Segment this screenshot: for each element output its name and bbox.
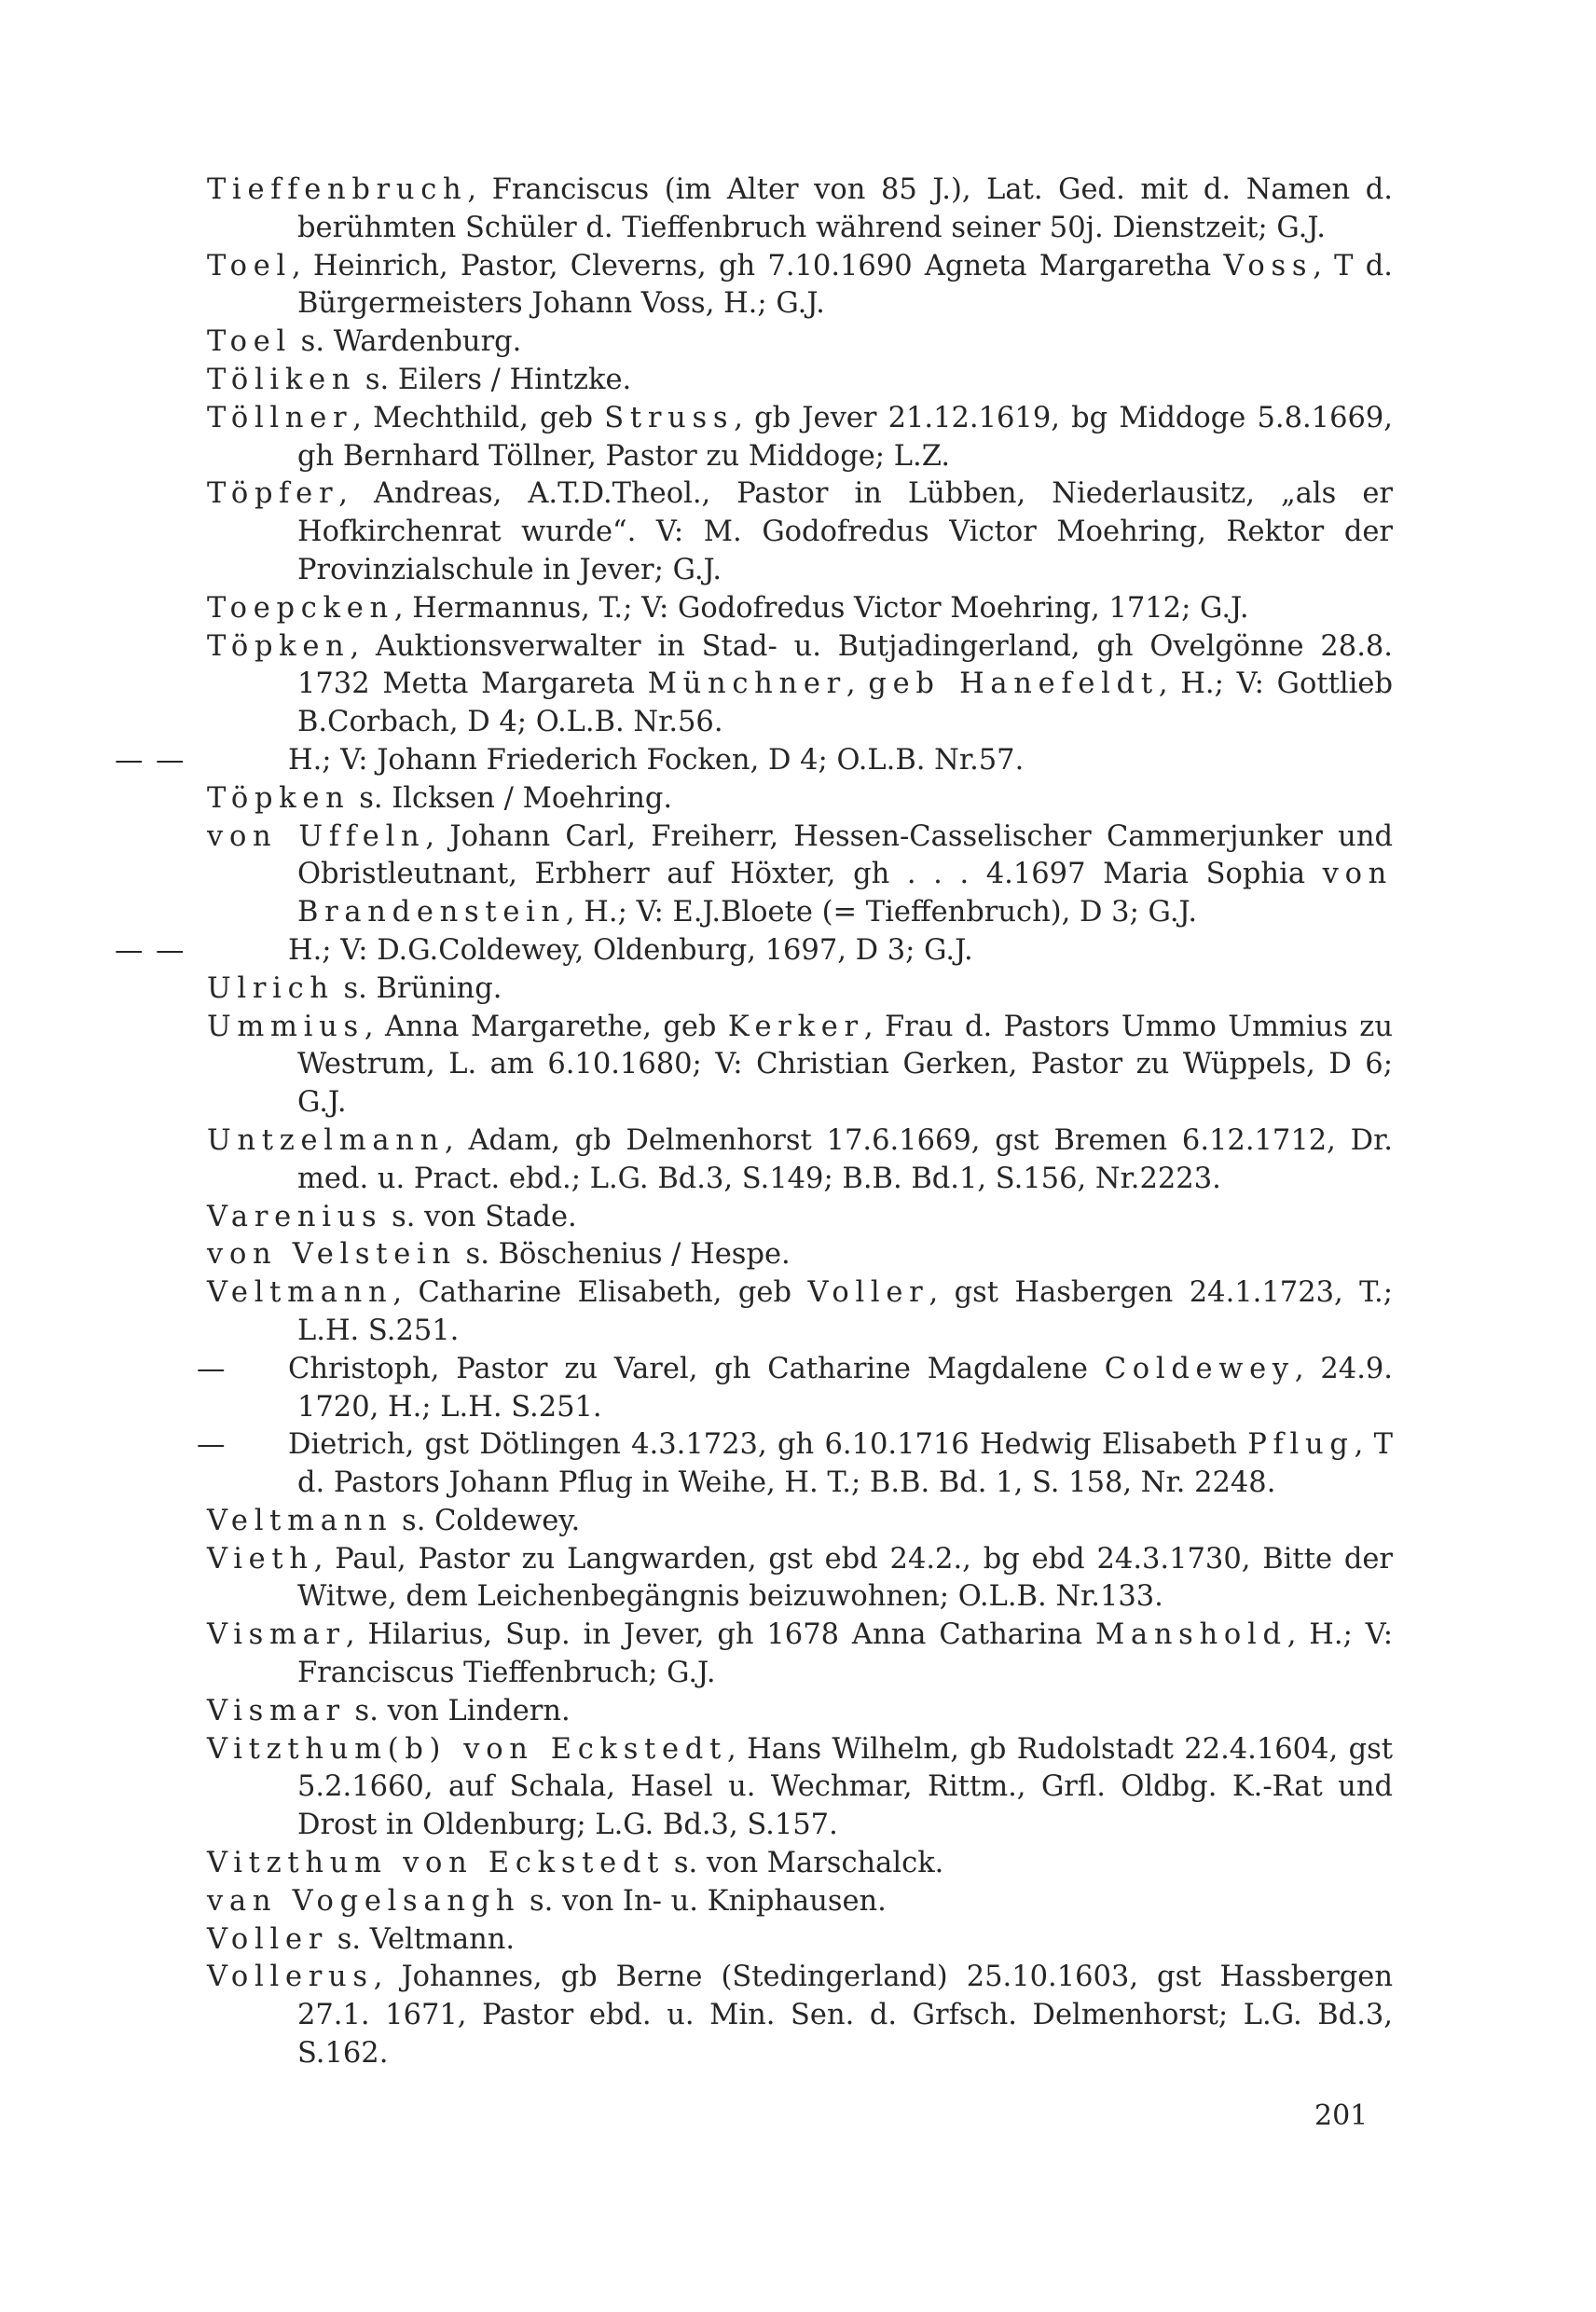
entry-surname: Töliken xyxy=(207,363,357,396)
entry-surname: Untzelmann xyxy=(207,1123,445,1157)
entry-text: , Anna Margarethe, geb xyxy=(364,1010,728,1043)
entry-surname: Tieffenbruch xyxy=(207,173,468,206)
entry-text: , H.; V: Franciscus Tieffenbruch; G.J. xyxy=(297,1618,1393,1690)
entry-surname: Töllner xyxy=(207,401,353,434)
entry-surname: Vieth xyxy=(207,1542,314,1576)
entry-text: H.; V: Johann Friederich Focken, D 4; O.L.B. Nr.57. xyxy=(288,743,1025,777)
ditto-dash: — xyxy=(115,933,144,967)
entry-text: , Paul, Pastor zu Langwarden, gst ebd 24.2., bg ebd 24.3.1730, Bitte der Witwe, dem Leichenbegängnis beizuwohnen; O.L.B. Nr.133. xyxy=(297,1542,1393,1614)
ditto-dash: — xyxy=(197,1428,226,1462)
entry-text: , Andreas, A.T.D.Theol., Pastor in Lübben, Niederlausitz, „als er Hofkirchenrat wurde“. V: M. Godofredus Victor Moehring, Rektor der Provinzialschule in Jever; G.J. xyxy=(297,477,1393,586)
entry-text: , gb Jever 21.12.1619, bg Middoge 5.8.1669, gh Bernhard Töllner, Pastor zu Middoge; L.Z. xyxy=(297,401,1393,473)
entry-surname: von Uffeln xyxy=(207,819,426,853)
entry-surname: von Velstein xyxy=(207,1238,457,1272)
entry-surname: Toel xyxy=(207,249,292,282)
entry-surname: Toepcken xyxy=(207,591,394,625)
register-entry xyxy=(207,323,1393,362)
register-subentry xyxy=(115,742,1393,780)
entry-text: , Franciscus (im Alter von 85 J.), Lat. Ged. mit d. Namen d. berühmten Schüler d. Tieffenbruch während seiner 50j. Dienstzeit; G.J. xyxy=(297,173,1393,244)
entry-text: , Auktionsverwalter in Stad- u. Butjadingerland, gh Ovelgönne 28.8. 1732 Metta Margareta xyxy=(297,629,1393,701)
register-entry xyxy=(207,1731,1393,1845)
entry-surname: Ulrich xyxy=(207,971,335,1005)
entry-text: , T d. Bürgermeisters Johann Voss, H.; G.J. xyxy=(297,249,1393,321)
register-entry xyxy=(207,590,1393,628)
spaced-name: Pflug xyxy=(1247,1428,1355,1462)
entry-text: , xyxy=(846,667,869,701)
entry-text: s. Eilers / Hintzke. xyxy=(356,363,632,396)
entry-text: , Adam, gb Delmenhorst 17.6.1669, gst Bremen 6.12.1712, Dr. med. u. Pract. ebd.; L.G. Bd.3, S.149; B.B. Bd.1, S.156, Nr.2223. xyxy=(297,1123,1393,1195)
register-entry xyxy=(207,1921,1393,1960)
spaced-name: Manshold xyxy=(1095,1618,1287,1652)
ditto-dash: — xyxy=(115,743,144,777)
ditto-dash: — xyxy=(156,743,185,777)
entry-surname: Vismar xyxy=(207,1618,346,1652)
entry-text: , 24.9. 1720, H.; L.H. S.251. xyxy=(297,1352,1393,1424)
register-entry xyxy=(207,362,1393,400)
register-entry xyxy=(207,1122,1393,1199)
entry-text: , Hermannus, T.; V: Godofredus Victor Moehring, 1712; G.J. xyxy=(393,591,1249,625)
entry-text: s. Brüning. xyxy=(334,971,502,1005)
entry-text: s. Coldewey. xyxy=(392,1504,581,1537)
spaced-name: von Brandenstein xyxy=(297,858,1393,929)
register-entries xyxy=(115,172,1394,2073)
register-entry xyxy=(207,172,1393,248)
entry-text: , T d. Pastors Johann Pflug in Weihe, H. T.; B.B. Bd. 1, S. 158, Nr. 2248. xyxy=(297,1428,1393,1500)
entry-surname: Toel xyxy=(207,325,292,359)
register-entry xyxy=(207,1693,1393,1731)
register-entry xyxy=(207,1236,1393,1274)
register-entry xyxy=(207,475,1393,589)
spaced-name: Struss xyxy=(604,401,735,434)
register-entry xyxy=(207,628,1393,742)
spaced-name: Coldewey xyxy=(1104,1352,1295,1385)
entry-text: , Hilarius, Sup. in Jever, gh 1678 Anna Catharina xyxy=(345,1618,1095,1652)
register-entry xyxy=(207,780,1393,819)
register-entry xyxy=(207,1617,1393,1693)
spaced-name: geb Hanefeldt xyxy=(868,667,1159,701)
entry-surname: Töpken xyxy=(207,781,351,815)
entry-text: H.; V: D.G.Coldewey, Oldenburg, 1697, D 3; G.J. xyxy=(288,933,973,967)
entry-text: , H.; V: E.J.Bloete (= Tieffenbruch), D 3; G.J. xyxy=(565,896,1198,929)
entry-surname: Vitzthum(b) von Eckstedt xyxy=(207,1732,727,1766)
entry-surname: Veltmann xyxy=(207,1276,393,1310)
entry-surname: Töpken xyxy=(207,629,351,663)
spaced-name: Münchner xyxy=(647,667,846,701)
register-entry xyxy=(207,1845,1393,1883)
entry-text: , Mechthild, geb xyxy=(352,401,605,434)
register-entry xyxy=(207,248,1393,324)
entry-text: Christoph, Pastor zu Varel, gh Catharine Magdalene xyxy=(288,1352,1105,1385)
page-number: 201 xyxy=(1314,2099,1369,2132)
register-entry xyxy=(207,1009,1393,1122)
entry-surname: Töpfer xyxy=(207,477,339,511)
entry-surname: Veltmann xyxy=(207,1504,393,1537)
entry-text: Dietrich, gst Dötlingen 4.3.1723, gh 6.10.1716 Hedwig Elisabeth xyxy=(288,1428,1248,1462)
entry-text: s. Veltmann. xyxy=(328,1922,516,1956)
spaced-name: Voss xyxy=(1223,249,1314,282)
entry-surname: Vitzthum von Eckstedt xyxy=(207,1847,666,1880)
entry-surname: Varenius xyxy=(207,1200,383,1233)
entry-surname: Voller xyxy=(207,1922,328,1956)
register-subentry xyxy=(197,1426,1393,1503)
entry-text: s. von Stade. xyxy=(382,1200,577,1233)
register-entry xyxy=(207,1503,1393,1541)
entry-surname: Ummius xyxy=(207,1010,365,1043)
spaced-name: Kerker xyxy=(727,1010,864,1043)
entry-surname: Vollerus xyxy=(207,1961,374,1994)
entry-text: s. von Lindern. xyxy=(345,1694,571,1727)
entry-text: s. Wardenburg. xyxy=(291,325,522,359)
ditto-dash: — xyxy=(156,933,185,967)
register-entry xyxy=(207,970,1393,1009)
register-entry xyxy=(207,400,1393,476)
entry-text: , Frau d. Pastors Ummo Ummius zu Westrum, L. am 6.10.1680; V: Christian Gerken, Pastor zu Wüppels, D 6; G.J. xyxy=(297,1010,1394,1120)
entry-text: , gst Hasbergen 24.1.1723, T.; L.H. S.251. xyxy=(297,1276,1393,1347)
register-entry xyxy=(207,1883,1393,1921)
entry-text: s. Ilcksen / Moehring. xyxy=(350,781,673,815)
entry-text: s. von In- u. Kniphausen. xyxy=(520,1884,887,1918)
register-subentry xyxy=(115,932,1393,970)
entry-text: , Johann Carl, Freiherr, Hessen-Casselischer Cammerjunker und Obristleutnant, Erbherr auf Höxter, gh . . . 4.1697 Maria Sophia xyxy=(297,819,1393,891)
entry-text: , H.; V: Gottlieb B.Corbach, D 4; O.L.B. Nr.56. xyxy=(297,667,1393,739)
register-entry xyxy=(207,1541,1393,1617)
entry-text: , Heinrich, Pastor, Cleverns, gh 7.10.1690 Agneta Margaretha xyxy=(291,249,1224,282)
register-entry xyxy=(207,1274,1393,1351)
register-entry xyxy=(207,1959,1393,2072)
ditto-dash: — xyxy=(197,1352,226,1385)
register-entry xyxy=(207,1199,1393,1237)
entry-text: s. von Marschalck. xyxy=(665,1847,944,1880)
spaced-name: Voller xyxy=(807,1276,929,1310)
entry-surname: Vismar xyxy=(207,1694,346,1727)
entry-text: , Johannes, gb Berne (Stedingerland) 25.10.1603, gst Hassbergen 27.1. 1671, Pastor ebd. u. Min. Sen. d. Grfsch. Delmenhorst; L.G. Bd.3, S.162. xyxy=(297,1961,1393,2071)
entry-text: , Catharine Elisabeth, geb xyxy=(392,1276,808,1310)
register-entry xyxy=(207,819,1393,932)
register-subentry xyxy=(197,1351,1393,1427)
entry-text: , Hans Wilhelm, gb Rudolstadt 22.4.1604, gst 5.2.1660, auf Schala, Hasel u. Wechmar, Rittm., Grfl. Oldbg. K.-Rat und Drost in Oldenburg; L.G. Bd.3, S.157. xyxy=(297,1732,1393,1842)
entry-text: s. Böschenius / Hespe. xyxy=(456,1238,791,1272)
entry-surname: van Vogelsangh xyxy=(207,1884,521,1918)
